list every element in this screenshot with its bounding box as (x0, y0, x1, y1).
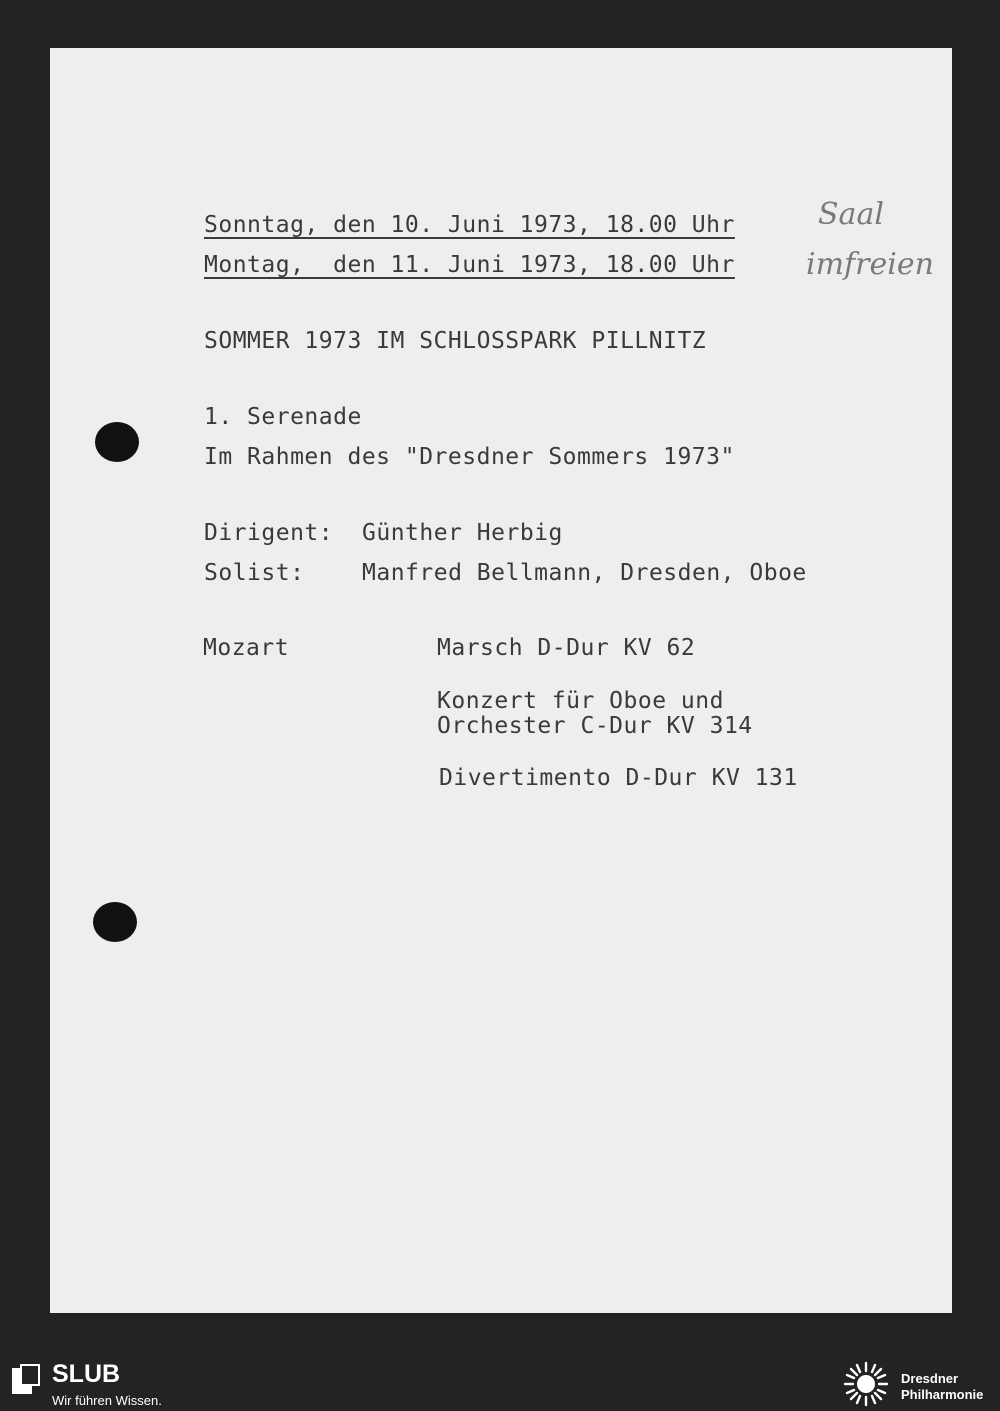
dresdner-philharmonie-logo-icon (840, 1358, 892, 1410)
punch-hole-bottom (93, 902, 137, 942)
soloist-name: Manfred Bellmann, Dresden, Oboe (362, 560, 807, 586)
composer-name: Mozart (203, 635, 290, 661)
philharmonie-brand-line-2: Philharmonie (901, 1387, 984, 1402)
work-1: Marsch D-Dur KV 62 (437, 635, 696, 661)
philharmonie-brand-line-1: Dresdner (901, 1371, 959, 1386)
work-2-line-2: Orchester C-Dur KV 314 (437, 713, 753, 739)
conductor-label: Dirigent: (204, 520, 334, 546)
date-line-1: Sonntag, den 10. Juni 1973, 18.00 Uhr (204, 212, 735, 238)
footer-bar (0, 1352, 1000, 1411)
work-2-line-1: Konzert für Oboe und (437, 688, 724, 714)
slub-logo-icon (12, 1364, 40, 1394)
serenade-number: 1. Serenade (204, 404, 362, 430)
conductor-name: Günther Herbig (362, 520, 563, 546)
handwritten-note-1: Saal (818, 197, 884, 232)
slub-tagline: Wir führen Wissen. (52, 1393, 162, 1408)
work-3: Divertimento D-Dur KV 131 (439, 765, 798, 791)
slub-brand: SLUB (52, 1360, 121, 1388)
festival-framework: Im Rahmen des "Dresdner Sommers 1973" (204, 444, 735, 470)
punch-hole-top (95, 422, 139, 462)
event-title: SOMMER 1973 IM SCHLOSSPARK PILLNITZ (204, 328, 707, 354)
date-line-2: Montag, den 11. Juni 1973, 18.00 Uhr (204, 252, 735, 278)
handwritten-note-2: imfreien (806, 247, 934, 282)
soloist-label: Solist: (204, 560, 305, 586)
